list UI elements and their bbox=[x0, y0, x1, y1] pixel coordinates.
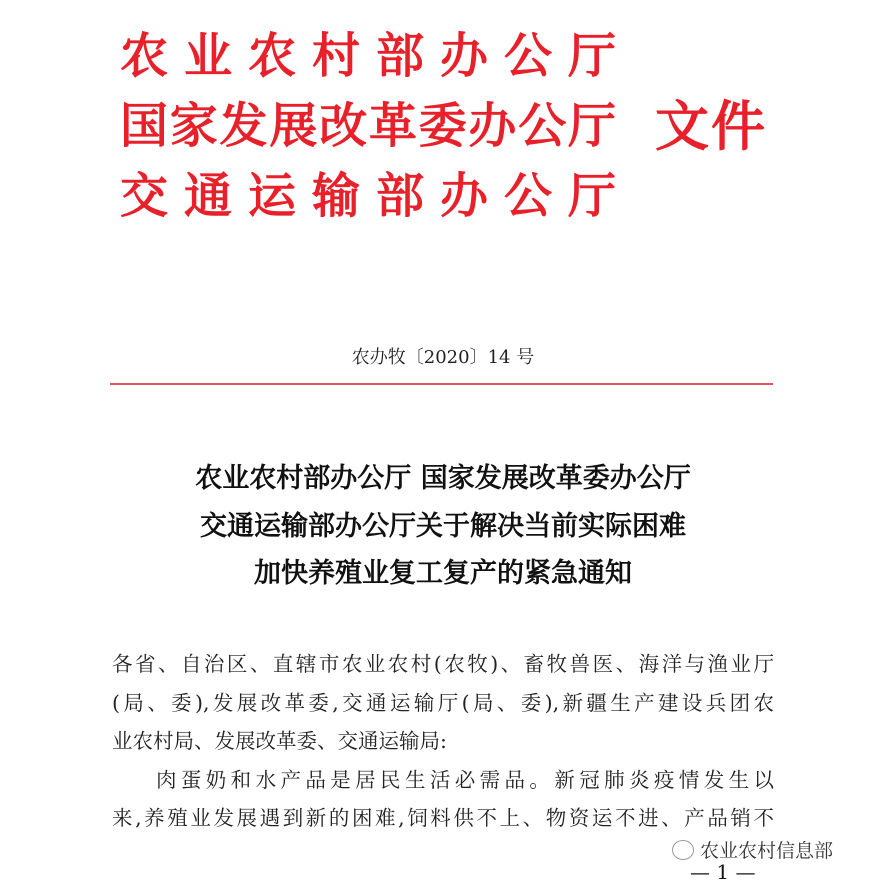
body-line: 业农村局、发展改革委、交通运输局: bbox=[112, 729, 447, 753]
red-divider bbox=[110, 383, 773, 385]
issuer-line-1: 农业农村部办公厅 bbox=[120, 28, 616, 84]
watermark-text: 农业农村信息部 bbox=[700, 840, 834, 862]
document-title bbox=[0, 455, 886, 598]
title-line: 交通运输部办公厅关于解决当前实际困难 bbox=[200, 510, 686, 542]
watermark bbox=[672, 836, 833, 863]
title-line: 农业农村部办公厅 国家发展改革委办公厅 bbox=[195, 463, 691, 494]
wechat-icon bbox=[672, 840, 694, 860]
body-line: 来,养殖业发展遇到新的困难,饲料供不上、物资运不进、产品销不 bbox=[112, 806, 774, 830]
body-line: (局、委),发展改革委,交通运输厅(局、委),新疆生产建设兵团农 bbox=[112, 690, 774, 715]
document-label: 文件 bbox=[655, 94, 767, 158]
issuer-line-3: 交通运输部办公厅 bbox=[120, 168, 616, 224]
body-line: 各省、自治区、直辖市农业农村(农牧)、畜牧兽医、海洋与渔业厅 bbox=[112, 652, 774, 676]
document-body bbox=[112, 645, 774, 838]
title-line: 加快养殖业复工复产的紧急通知 bbox=[254, 558, 632, 589]
page-number: — 1 — bbox=[690, 860, 756, 884]
body-line: 肉蛋奶和水产品是居民生活必需品。新冠肺炎疫情发生以 bbox=[156, 767, 774, 792]
issuer-line-2: 国家发展改革委办公厅 bbox=[120, 98, 616, 154]
document-number: 农办牧〔2020〕14 号 bbox=[351, 347, 535, 368]
